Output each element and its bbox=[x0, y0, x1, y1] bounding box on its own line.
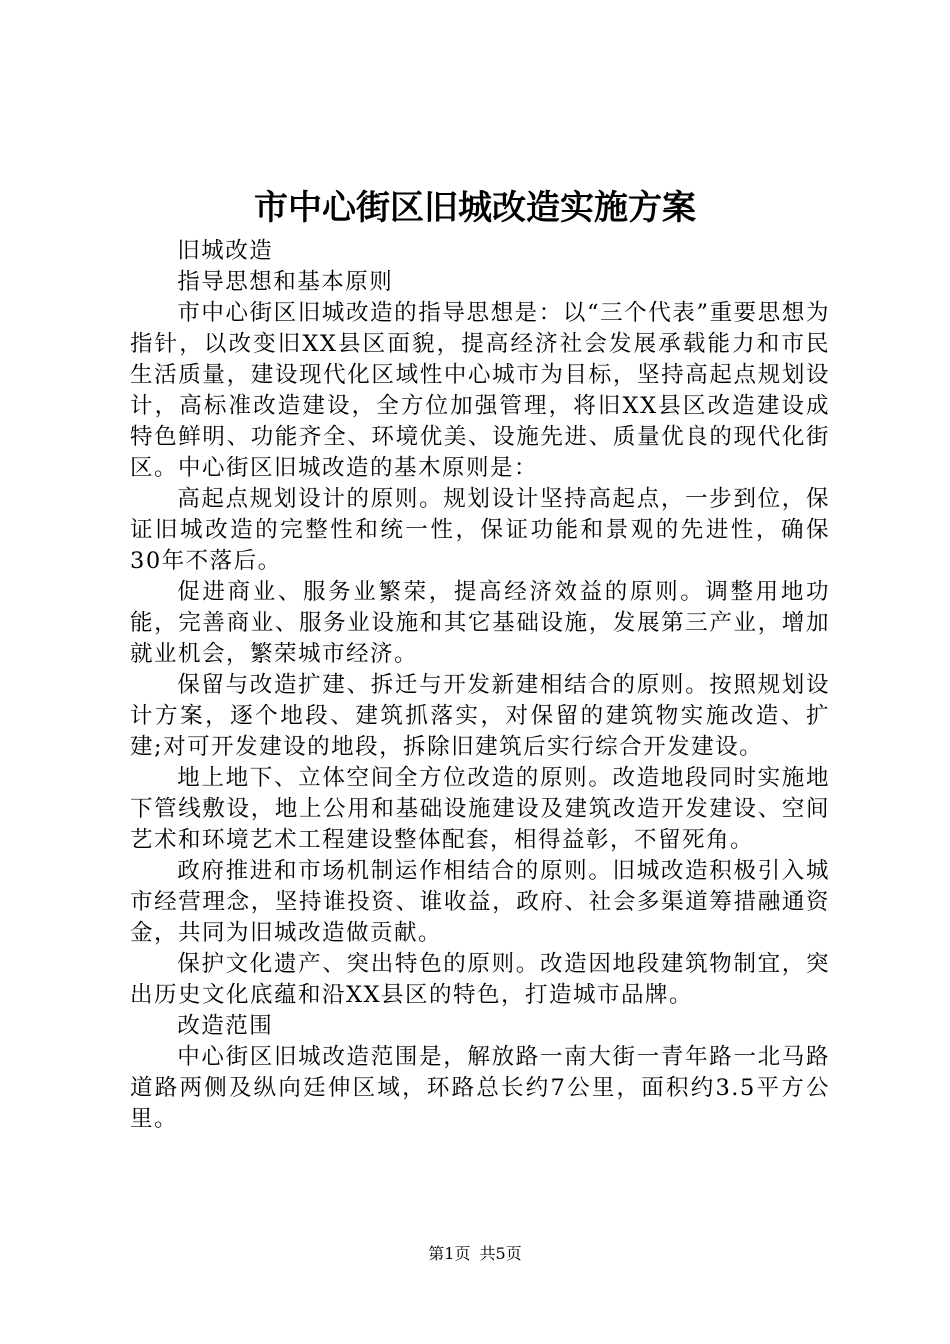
paragraph-guiding-thought: 市中心街区旧城改造的指导思想是：以“三个代表”重要思想为指针，以改变旧XX县区面貌，提高经济社会发展承载能力和市民生活质量，建设现代化区域性中心城市为目标，坚持高起点规划设计，高标准改造建设，全方位加强管理，将旧XX县区改造建设成特色鲜明、功能齐全、环境优美、设施先进、质量优良的现代化街区。中心街区旧城改造的基木原则是： bbox=[130, 300, 830, 481]
paragraph-scope: 中心街区旧城改造范围是，解放路一南大街一青年路一北马路道路两侧及纵向廷伸区域，环路总长约7公里，面积约3.5平方公里。 bbox=[130, 1044, 830, 1132]
document-title: 市中心街区旧城改造实施方案 bbox=[254, 188, 696, 228]
section-heading-principles: 指导思想和基本原则 bbox=[177, 269, 394, 295]
section-heading-scope: 改造范围 bbox=[177, 1013, 274, 1039]
page-number-footer: 第1页 共5页 bbox=[428, 1244, 522, 1263]
paragraph-principle-retention: 保留与改造扩建、拆迁与开发新建相结合的原则。按照规划设计方案，逐个地段、建筑抓落实，对保留的建筑物实施改造、扩建;对可开发建设的地段，拆除旧建筑后实行综合开发建设。 bbox=[130, 672, 830, 760]
paragraph-principle-government: 政府推进和市场机制运作相结合的原则。旧城改造积极引入城市经营理念，坚持谁投资、谁收益，政府、社会多渠道筹措融通资金，共同为旧城改造做贡献。 bbox=[130, 858, 830, 946]
paragraph-principle-planning: 高起点规划设计的原则。规划设计坚持高起点，一步到位，保证旧城改造的完整性和统一性，保证功能和景观的先进性，确保30年不落后。 bbox=[130, 486, 830, 574]
section-heading-renovation: 旧城改造 bbox=[177, 238, 274, 264]
document-body bbox=[130, 236, 830, 1135]
paragraph-principle-space: 地上地下、立体空间全方位改造的原则。改造地段同时实施地下管线敷设，地上公用和基础设施建设及建筑改造开发建设、空间艺术和环境艺术工程建设整体配套，相得益彰，不留死角。 bbox=[130, 765, 830, 853]
paragraph-principle-heritage: 保护文化遗产、突出特色的原则。改造因地段建筑物制宜，突出历史文化底蕴和沿XX县区的特色，打造城市品牌。 bbox=[130, 951, 830, 1008]
paragraph-principle-commerce: 促进商业、服务业繁荣，提高经济效益的原则。调整用地功能，完善商业、服务业设施和其它基础设施，发展第三产业，增加就业机会，繁荣城市经济。 bbox=[130, 579, 830, 667]
